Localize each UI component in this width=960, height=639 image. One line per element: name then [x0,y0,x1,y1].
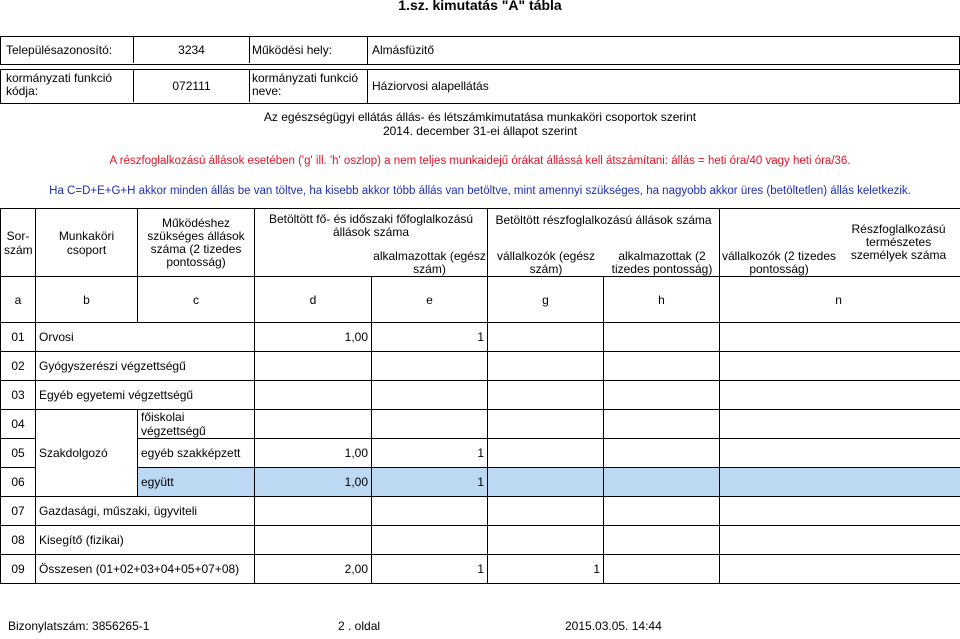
cell-c: 1,00 [255,439,372,468]
table-row [1,323,960,352]
cell-d: 1 [372,468,488,497]
group-label: Gazdasági, műszaki, ügyviteli [36,497,255,526]
letter-d: d [255,277,372,323]
cell-e [488,468,604,497]
cell-h [720,526,960,555]
group-label: Orvosi [36,323,255,352]
cell-d: 1 [372,555,488,584]
cell-c [255,526,372,555]
col-betoltott-fo: Betöltött fő- és időszaki főfoglalkozású állások száma [255,209,488,277]
table-row [1,497,960,526]
row-number: 09 [1,555,36,584]
row-number: 05 [1,439,36,468]
letter-e: e [372,277,488,323]
letter-n [720,277,960,323]
cell-e [488,323,604,352]
table-row [1,381,960,410]
settlement-label: Településazonosító: [6,43,113,57]
cell-h [720,555,960,584]
cell-h [720,468,960,497]
row-number: 01 [1,323,36,352]
cell-h [720,439,960,468]
footer-page: 2 . oldal [338,619,381,633]
cell-g [604,352,720,381]
cell-d [372,526,488,555]
cell-g [604,323,720,352]
cell-g [604,497,720,526]
table-row [1,352,960,381]
location-value: Almásfüzitő [372,43,435,57]
letter-h: h [604,277,720,323]
cell-c [255,381,372,410]
cell-h [720,323,960,352]
function-name-label: kormányzati funkció neve: [252,71,359,98]
location-label: Működési hely: [252,43,333,57]
col-szukseges: Működéshez szükséges állások száma (2 tizedes pontosság) [138,209,255,277]
col-termeszetes: Részfoglalkozású természetes személyek száma [720,209,960,277]
sub-alk-tized: alkalmazottak (2 tizedes pontosság) [611,249,713,276]
cell-g [604,555,720,584]
function-code-label: kormányzati funkció kódja: [6,71,113,98]
cell-d: 1 [372,439,488,468]
subtitle-line-1: Az egészségügyi ellátás állás- és létszámkimutatása munkaköri csoportok szerint [263,110,697,124]
letter-row [1,277,960,323]
table-body [1,323,960,584]
letter-c: c [138,277,255,323]
sub-vall-egesz: vállalkozók (egész szám) [496,249,596,276]
row-number: 07 [1,497,36,526]
subgroup-label: egyéb szakképzett [138,439,255,468]
footer-bizonylat: Bizonylatszám: 3856265-1 [8,619,150,633]
row-number: 03 [1,381,36,410]
cell-d: 1 [372,323,488,352]
cell-e [488,497,604,526]
subgroup-label: együtt [138,468,255,497]
cell-d [372,410,488,439]
page-title: 1.sz. kimutatás "A" tábla [398,0,562,13]
row-number: 08 [1,526,36,555]
group-label: Gyógyszerészi végzettségű [36,352,255,381]
function-name: Háziorvosi alapellátás [372,79,489,93]
cell-d [372,497,488,526]
group-label: Összesen (01+02+03+04+05+07+08) [36,555,255,584]
cell-e [488,410,604,439]
cell-e [488,381,604,410]
cell-e: 1 [488,555,604,584]
letter-n-text: n [835,292,842,307]
cell-e [488,352,604,381]
cell-g [604,439,720,468]
group-label: Egyéb egyetemi végzettségű [36,381,255,410]
col-betoltott-resz: Betöltött részfoglalkozású állások száma [488,209,720,277]
sub-vall-tized: vállalkozók (2 tizedes pontosság) [721,249,837,276]
table-row [1,555,960,584]
note-red: A részfoglalkozású állások esetében ('g' ill. 'h' oszlop) a nem teljes munkaidejű órákat állássá kell átszámítani: állás = heti óra/40 vagy heti óra/36. [109,155,851,167]
row-number: 04 [1,410,36,439]
divider [367,36,368,65]
cell-d [372,381,488,410]
cell-h [720,352,960,381]
subgroup-label: főiskolai végzettségű [138,410,255,439]
row-number: 06 [1,468,36,497]
cell-c: 1,00 [255,468,372,497]
sub-alk-egesz: alkalmazottak (egész szám) [373,249,486,276]
footer-date: 2015.03.05. 14:44 [565,619,662,633]
cell-e [488,439,604,468]
cell-d [372,352,488,381]
cell-g [604,381,720,410]
letter-g: g [488,277,604,323]
subtitle-line-2: 2014. december 31-ei állapot szerint [382,124,578,138]
cell-h [720,381,960,410]
settlement-id: 3234 [178,43,205,57]
cell-g [604,526,720,555]
cell-c [255,410,372,439]
cell-h [720,410,960,439]
divider [367,69,368,104]
table-row [1,439,960,468]
function-code: 072111 [172,79,211,93]
cell-g [604,468,720,497]
group-label: Szakdolgozó [36,410,138,497]
letter-a: a [1,277,36,323]
col-sorszam: Sor-szám [1,209,36,277]
cell-c [255,352,372,381]
cell-e [488,526,604,555]
cell-h [720,497,960,526]
cell-c [255,497,372,526]
cell-c: 2,00 [255,555,372,584]
row-number: 02 [1,352,36,381]
table-row [1,526,960,555]
group-label: Kisegítő (fizikai) [36,526,255,555]
cell-g [604,410,720,439]
table-row [1,468,960,497]
note-blue: Ha C=D+E+G+H akkor minden állás be van töltve, ha kisebb akkor több állás van betöltve, mint amennyi szükséges, ha nagyobb akkor üres (betöltetlen) állás keletkezik. [49,185,911,197]
col-munkakori: Munkaköri csoport [36,209,138,277]
table-row [1,410,960,439]
cell-c: 1,00 [255,323,372,352]
letter-b: b [36,277,138,323]
